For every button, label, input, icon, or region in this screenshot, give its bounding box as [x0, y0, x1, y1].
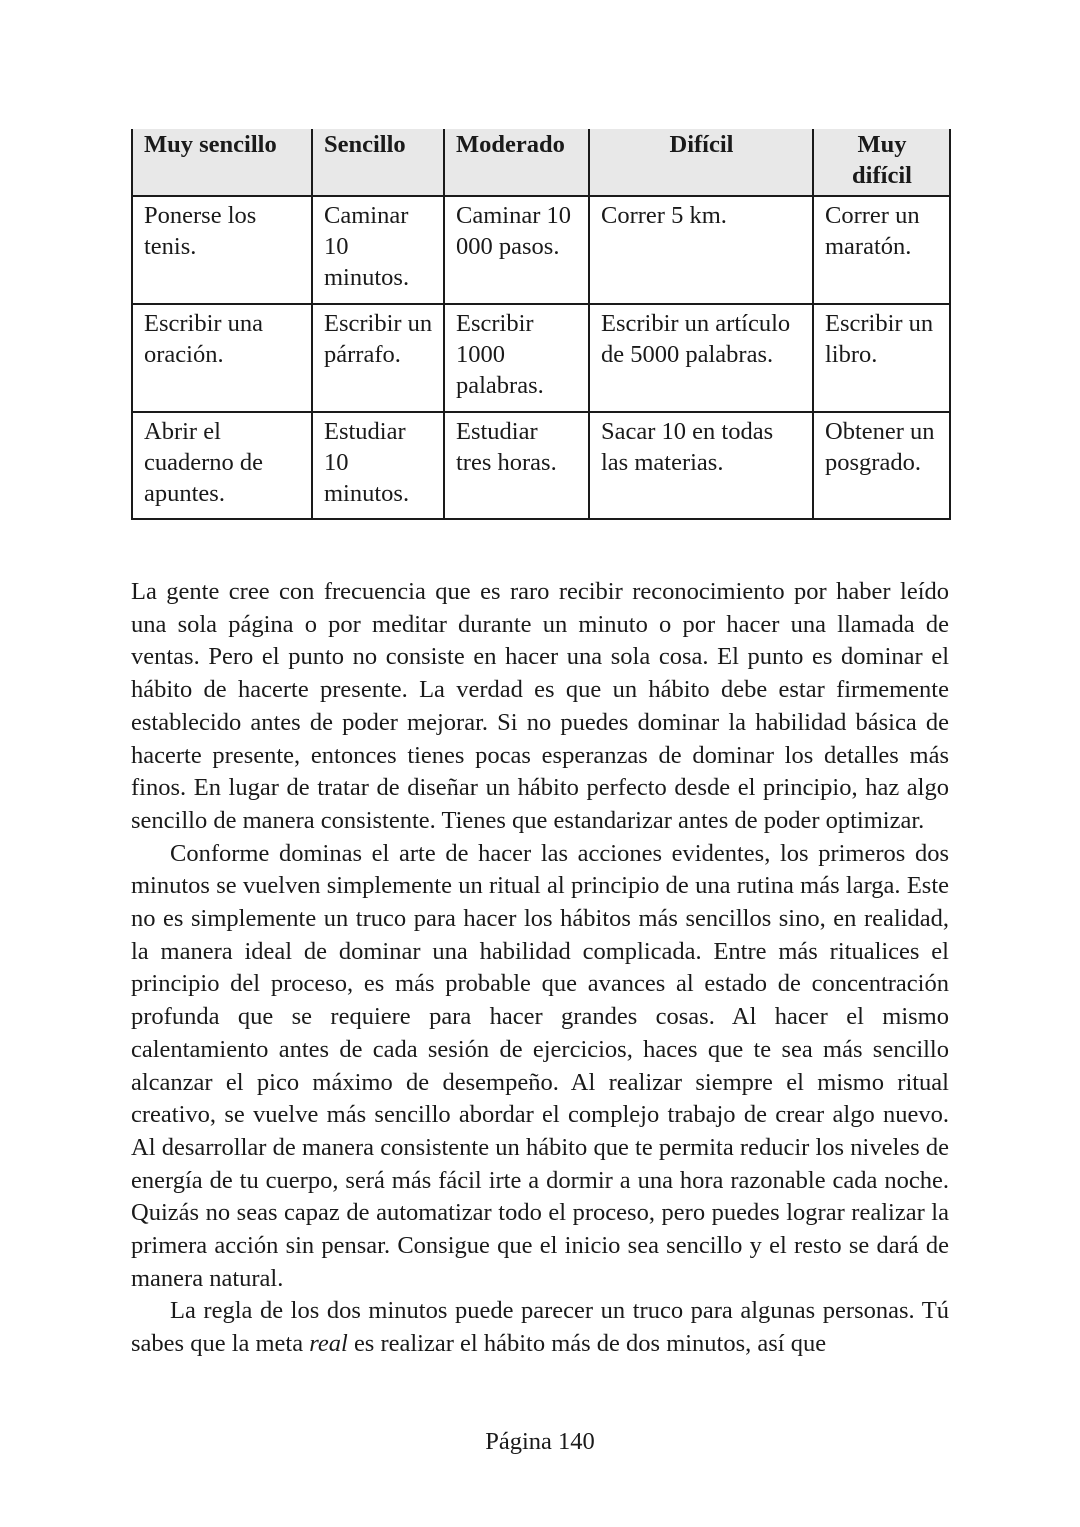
table-cell: Obtener un posgrado. — [813, 412, 950, 519]
italic-emphasis: real — [309, 1330, 348, 1358]
table-cell: Escribir un artículo de 5000 palabras. — [589, 304, 813, 412]
paragraph-3-text-after: es realizar el hábito más de dos minutos, así que — [347, 1330, 827, 1358]
header-muy-dificil: Muy difícil — [813, 129, 950, 196]
table-cell: Abrir el cuaderno de apuntes. — [132, 412, 312, 519]
paragraph-2: Conforme dominas el arte de hacer las acciones evidentes, los primeros dos minutos se vuelven simplemente un ritual al principio de una rutina más larga. Este no es simplemente un truco para hacer los hábitos más sencillos sino, en realidad, la manera ideal de dominar una habilidad complicada. Entre más ritualices el principio del proceso, es más probable que avances al estado de concentración profunda que se requiere para hacer grandes cosas. Al hacer el mismo calentamiento antes de cada sesión de ejercicios, haces que te sea más sencillo alcanzar el pico máximo de desempeño. Al realizar siempre el mismo ritual creativo, se vuelve más sencillo abordar el complejo trabajo de crear algo nuevo. Al desarrollar de manera consistente un hábito que te permita reducir los niveles de energía de tu cuerpo, será más fácil irte a dormir a una hora razonable cada noche. Quizás no seas capaz de automatizar todo el proceso, pero puedes lograr realizar la primera acción sin pensar. Consigue que el inicio sea sencillo y el resto se dará de manera natural. — [131, 839, 949, 1292]
table-cell: Correr un maratón. — [813, 196, 950, 304]
paragraph-3 — [131, 1295, 949, 1360]
page-number: Página 140 — [485, 1428, 595, 1455]
table-row — [132, 196, 950, 304]
table-cell: Escribir un libro. — [813, 304, 950, 412]
habit-difficulty-table — [131, 129, 951, 520]
table-cell: Estudiar 10 minutos. — [312, 412, 444, 519]
table-cell: Escribir 1000 palabras. — [444, 304, 589, 412]
header-sencillo: Sencillo — [312, 129, 444, 196]
table-cell: Ponerse los tenis. — [132, 196, 312, 304]
table-cell: Sacar 10 en todas las materias. — [589, 412, 813, 519]
table-cell: Escribir una oración. — [132, 304, 312, 412]
paragraph-3-text-before: La regla de los dos minutos puede parecer un truco para algunas personas. Tú sabes que la meta — [131, 1297, 949, 1358]
table-row — [132, 412, 950, 519]
paragraph-1: La gente cree con frecuencia que es raro recibir reconocimiento por haber leído una sola página o por meditar durante un minuto o por hacer una llamada de ventas. Pero el punto no consiste en hacer una sola cosa. El punto es dominar el hábito de hacerte presente. La verdad es que un hábito debe estar firmemente establecido antes de poder mejorar. Si no puedes dominar la habilidad básica de hacerte presente, entonces tienes pocas esperanzas de dominar los detalles más finos. En lugar de tratar de diseñar un hábito perfecto desde el principio, haz algo sencillo de manera consistente. Tienes que estandarizar antes de poder optimizar. — [131, 578, 949, 834]
header-moderado: Moderado — [444, 129, 589, 196]
body-text — [131, 576, 949, 1361]
table-cell: Estudiar tres horas. — [444, 412, 589, 519]
header-muy-sencillo: Muy sencillo — [132, 129, 312, 196]
table-header-row — [132, 129, 950, 196]
table-cell: Escribir un párrafo. — [312, 304, 444, 412]
table-cell: Caminar 10 minutos. — [312, 196, 444, 304]
header-dificil: Difícil — [589, 129, 813, 196]
table-cell: Correr 5 km. — [589, 196, 813, 304]
table-row — [132, 304, 950, 412]
table-cell: Caminar 10 000 pasos. — [444, 196, 589, 304]
